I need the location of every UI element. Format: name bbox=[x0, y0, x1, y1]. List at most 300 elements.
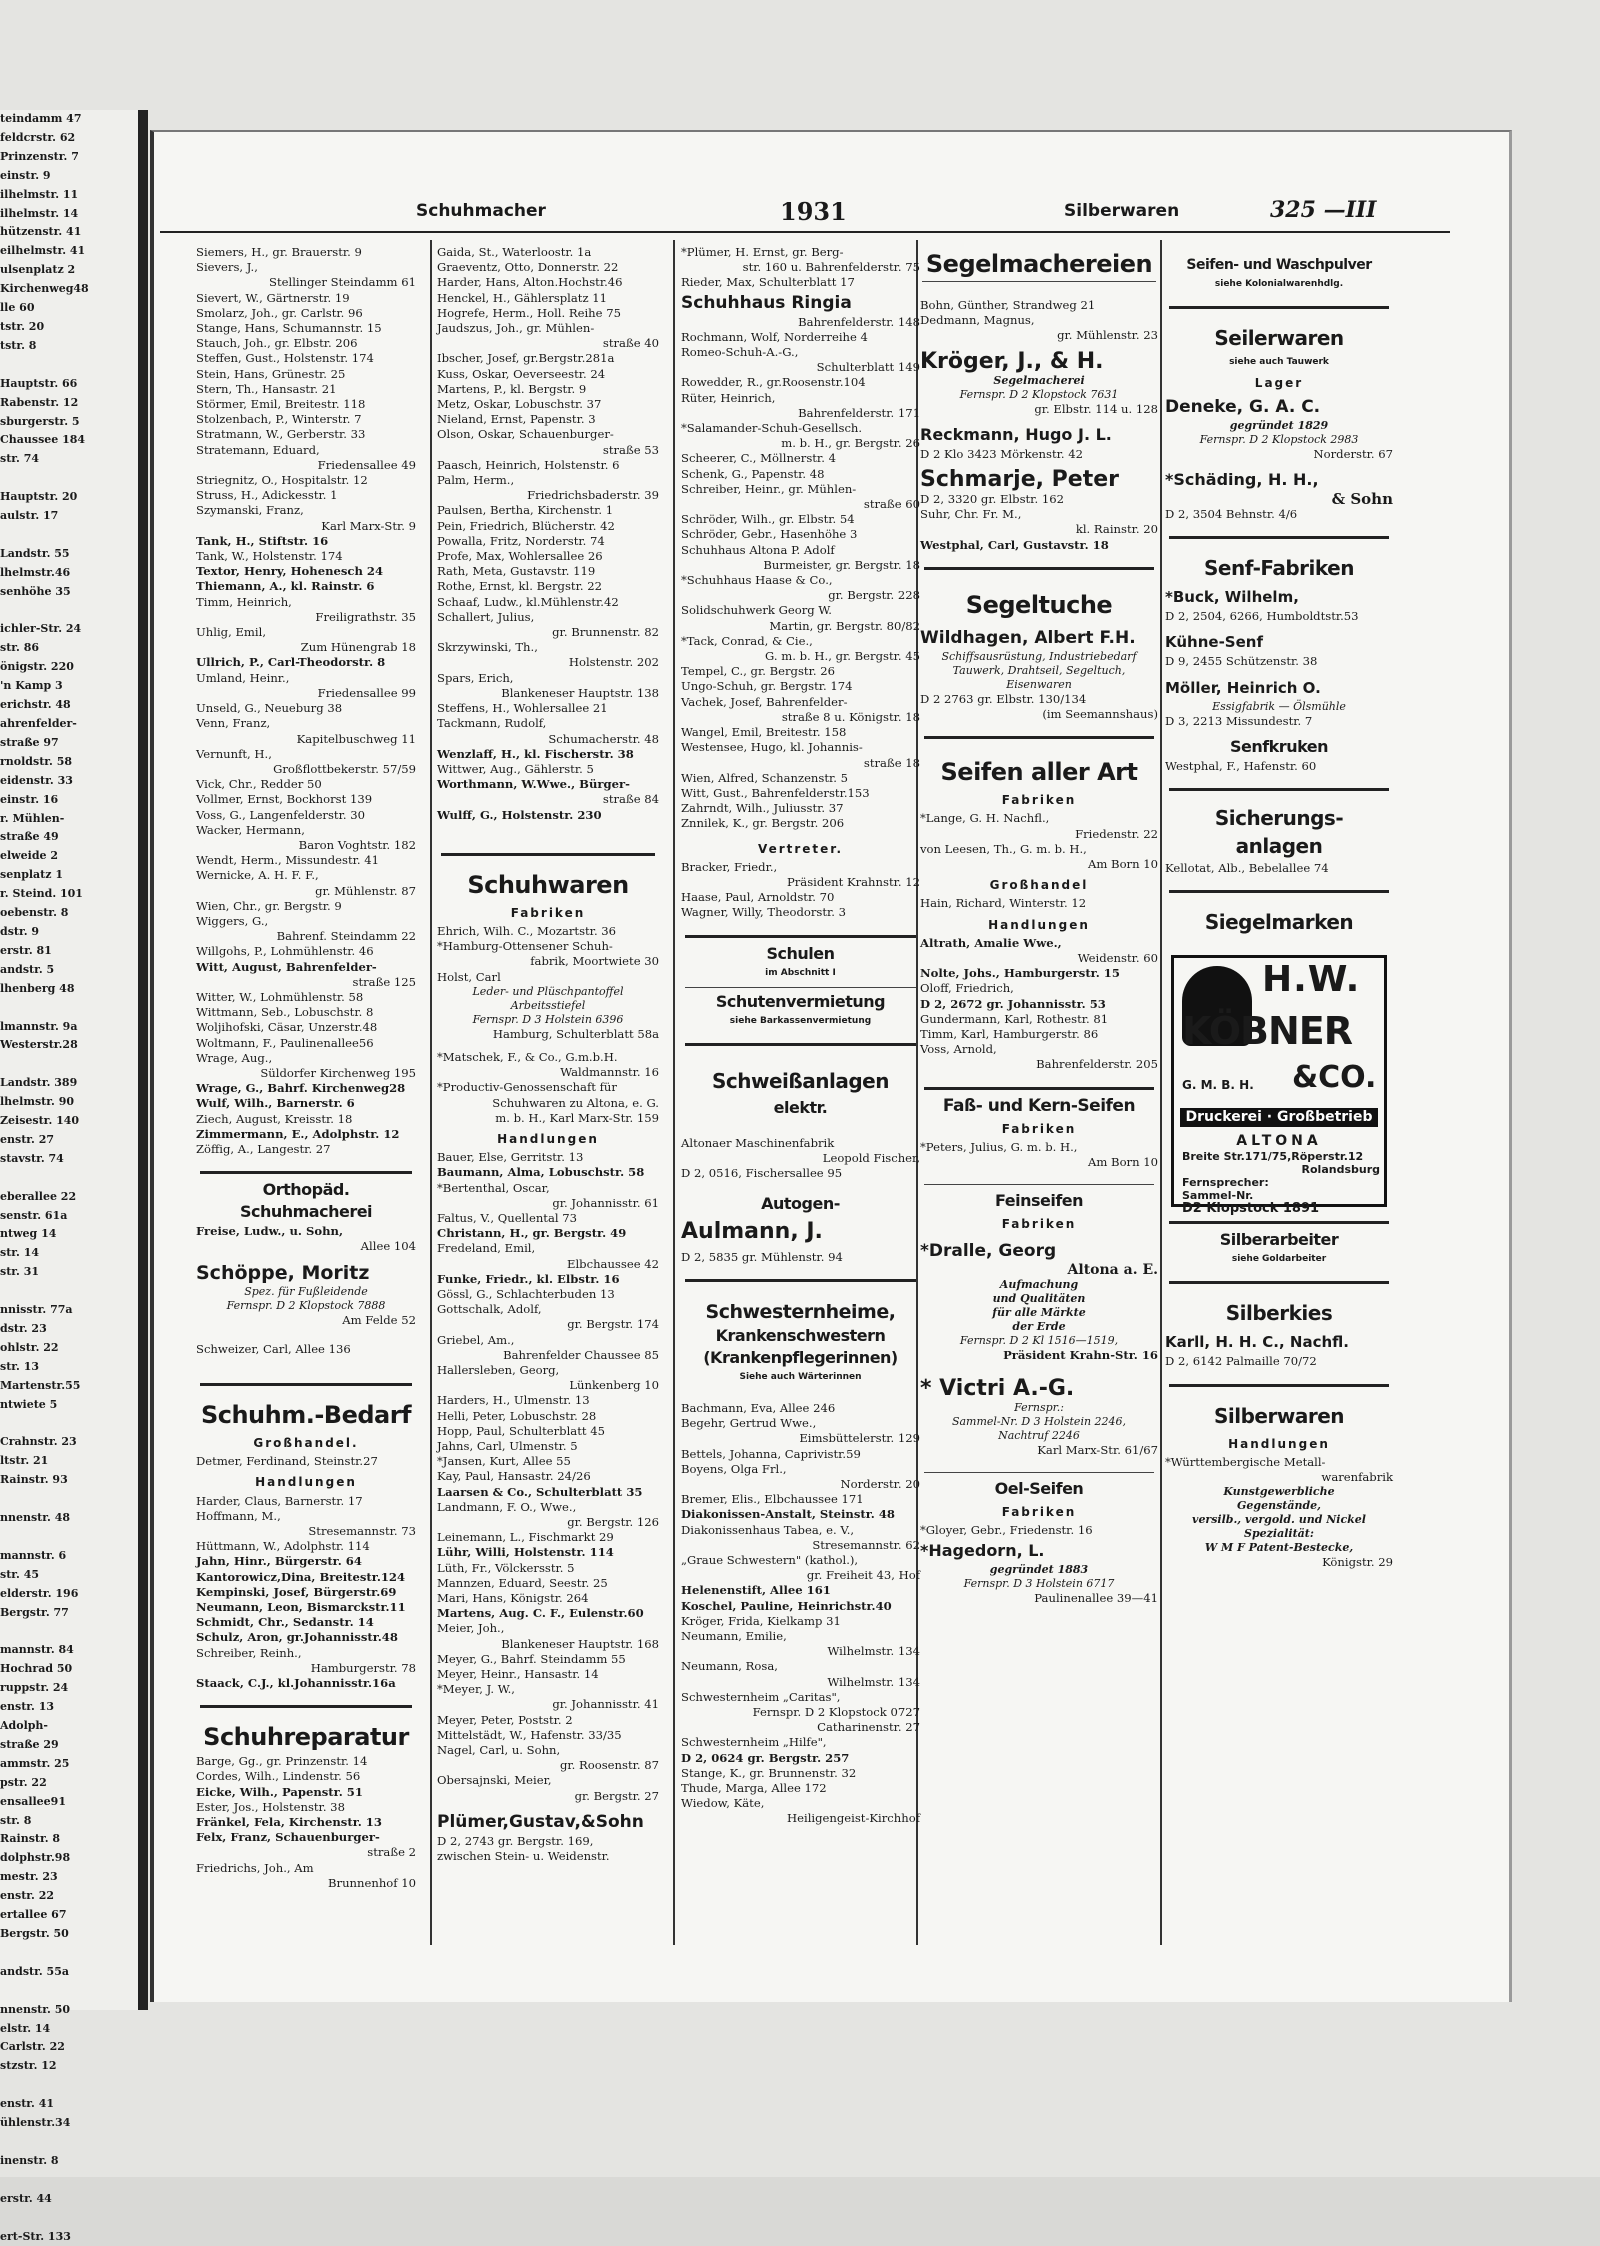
list-item: Wagner, Willy, Theodorstr. 3 bbox=[681, 905, 920, 920]
list-item: Schreiber, Heinr., gr. Mühlen- bbox=[681, 482, 920, 497]
left-page-line: ilhelmstr. 14 bbox=[0, 205, 138, 224]
list-item: Wien, Alfred, Schanzenstr. 5 bbox=[681, 771, 920, 786]
list-item: Bracker, Friedr., bbox=[681, 860, 920, 875]
list-item: Wenzlaff, H., kl. Fischerstr. 38 bbox=[437, 747, 659, 762]
entry-phone: Fernspr. D 2 Klopstock 7631 bbox=[920, 388, 1158, 402]
list-item: gr. Mühlenstr. 87 bbox=[196, 884, 416, 899]
left-page-line: ensallee91 bbox=[0, 1793, 138, 1812]
list-item: Wacker, Hermann, bbox=[196, 823, 416, 838]
list-item: Profe, Max, Wohlersallee 26 bbox=[437, 549, 659, 564]
list-item: Willgohs, P., Lohmühlenstr. 46 bbox=[196, 944, 416, 959]
left-page-line: straße 97 bbox=[0, 734, 138, 753]
left-page-line: stzstr. 12 bbox=[0, 2057, 138, 2076]
list-item: Schumacherstr. 48 bbox=[437, 732, 659, 747]
list-item: Metz, Oskar, Lobuschstr. 37 bbox=[437, 397, 659, 412]
list-item: Nagel, Carl, u. Sohn, bbox=[437, 1743, 659, 1758]
list-item: Vollmer, Ernst, Bockhorst 139 bbox=[196, 792, 416, 807]
list-item: Hallersleben, Georg, bbox=[437, 1363, 659, 1378]
list-item: Karl Marx-Str. 61/67 bbox=[920, 1443, 1158, 1458]
column-rule bbox=[1160, 240, 1162, 1945]
list-item: Hoffmann, M., bbox=[196, 1509, 416, 1524]
featured-entry: *Schäding, H. H., bbox=[1165, 468, 1393, 492]
list-item: Harders, H., Ulmenstr. 13 bbox=[437, 1393, 659, 1408]
entry-note: Kunstgewerbliche bbox=[1165, 1485, 1393, 1499]
left-page-line bbox=[0, 1169, 138, 1188]
list-item: Schulz, Aron, gr.Johannisstr.48 bbox=[196, 1630, 416, 1645]
list-item: Ungo-Schuh, gr. Bergstr. 174 bbox=[681, 679, 920, 694]
list-item: Sievers, J., bbox=[196, 260, 416, 275]
list-item: gr. Bergstr. 126 bbox=[437, 1515, 659, 1530]
section-title: Seifen- und Waschpulver bbox=[1165, 255, 1393, 275]
list-item: Zahrndt, Wilh., Juliusstr. 37 bbox=[681, 801, 920, 816]
column-5 bbox=[1165, 245, 1393, 1945]
left-page-line: enstr. 22 bbox=[0, 1887, 138, 1906]
list-item: Stein, Hans, Grünestr. 25 bbox=[196, 367, 416, 382]
list-item: „Graue Schwestern" (kathol.), bbox=[681, 1553, 920, 1568]
left-page-line: oebenstr. 8 bbox=[0, 904, 138, 923]
left-page-line: ntwiete 5 bbox=[0, 1396, 138, 1415]
entry-phone: Fernspr. D 2 Klopstock 2983 bbox=[1165, 433, 1393, 447]
list-item: Haase, Paul, Arnoldstr. 70 bbox=[681, 890, 920, 905]
section-title: Sicherungs- bbox=[1165, 805, 1393, 831]
left-page-line: erichstr. 48 bbox=[0, 696, 138, 715]
left-page-line: tstr. 8 bbox=[0, 337, 138, 356]
list-item: Wulf, Wilh., Barnerstr. 6 bbox=[196, 1096, 416, 1111]
list-item: Wernicke, A. H. F. F., bbox=[196, 868, 416, 883]
list-item: Paulsen, Bertha, Kirchenstr. 1 bbox=[437, 503, 659, 518]
left-page-line: ichler-Str. 24 bbox=[0, 620, 138, 639]
left-page-line bbox=[0, 1055, 138, 1074]
list-item: Tackmann, Rudolf, bbox=[437, 716, 659, 731]
list-item: Rothe, Ernst, kl. Bergstr. 22 bbox=[437, 579, 659, 594]
list-item: Großflottbekerstr. 57/59 bbox=[196, 762, 416, 777]
list-item: Znnilek, K., gr. Bergstr. 206 bbox=[681, 816, 920, 831]
left-page-line bbox=[0, 1982, 138, 2001]
list-item: Lünkenberg 10 bbox=[437, 1378, 659, 1393]
list-item: Gössl, G., Schlachterbuden 13 bbox=[437, 1287, 659, 1302]
section-title: Segelmachereien bbox=[920, 249, 1158, 279]
left-page-line: eilhelmstr. 41 bbox=[0, 242, 138, 261]
list-item: Meyer, Peter, Poststr. 2 bbox=[437, 1713, 659, 1728]
ad-text: &CO. bbox=[1292, 1070, 1376, 1085]
section-rule bbox=[1169, 1221, 1389, 1224]
list-item: Waldmannstr. 16 bbox=[437, 1065, 659, 1080]
section-rule bbox=[1169, 536, 1389, 539]
left-page-line: elweide 2 bbox=[0, 847, 138, 866]
section-rule bbox=[685, 987, 916, 988]
list-item: Neumann, Emilie, bbox=[681, 1629, 920, 1644]
left-page-line: pstr. 22 bbox=[0, 1774, 138, 1793]
list-item: Ester, Jos., Holstenstr. 38 bbox=[196, 1800, 416, 1815]
list-item: Stratemann, Eduard, bbox=[196, 443, 416, 458]
list-item: D 2 2763 gr. Elbstr. 130/134 bbox=[920, 692, 1158, 707]
left-page-line: stavstr. 74 bbox=[0, 1150, 138, 1169]
list-item: Stresemannstr. 73 bbox=[196, 1524, 416, 1539]
featured-entry: *Hagedorn, L. bbox=[920, 1539, 1158, 1563]
list-item: gr. Bergstr. 27 bbox=[437, 1789, 659, 1804]
section-rule bbox=[1169, 890, 1389, 893]
list-item: Textor, Henry, Hohenesch 24 bbox=[196, 564, 416, 579]
left-page-line: ertallee 67 bbox=[0, 1906, 138, 1925]
list-item: Jaudszus, Joh., gr. Mühlen- bbox=[437, 321, 659, 336]
list-item: Suhr, Chr. Fr. M., bbox=[920, 507, 1158, 522]
list-item: Bohn, Günther, Strandweg 21 bbox=[920, 298, 1158, 313]
left-page-line: ammstr. 25 bbox=[0, 1755, 138, 1774]
list-item: Olson, Oskar, Schauenburger- bbox=[437, 427, 659, 442]
left-page-line: andstr. 55a bbox=[0, 1963, 138, 1982]
entry-note: gegründet 1883 bbox=[920, 1563, 1158, 1577]
left-page-line: Prinzenstr. 7 bbox=[0, 148, 138, 167]
left-page-line: Hauptstr. 20 bbox=[0, 488, 138, 507]
list-item: Wiedow, Käte, bbox=[681, 1796, 920, 1811]
left-page-line: sburgerstr. 5 bbox=[0, 413, 138, 432]
list-item: Westphal, F., Hafenstr. 60 bbox=[1165, 759, 1393, 774]
list-item: Schallert, Julius, bbox=[437, 610, 659, 625]
list-item: gr. Brunnenstr. 82 bbox=[437, 625, 659, 640]
left-page-line: mannstr. 84 bbox=[0, 1641, 138, 1660]
section-rule bbox=[924, 1184, 1154, 1185]
list-item: *Productiv-Genossenschaft für bbox=[437, 1080, 659, 1095]
ad-text: Sammel-Nr. bbox=[1182, 1189, 1380, 1202]
list-item: *Peters, Julius, G. m. b. H., bbox=[920, 1140, 1158, 1155]
left-page-line: Martenstr.55 bbox=[0, 1377, 138, 1396]
left-page-line: ulsenplatz 2 bbox=[0, 261, 138, 280]
list-item: Catharinenstr. 27 bbox=[681, 1720, 920, 1735]
ad-address bbox=[1182, 1150, 1380, 1215]
list-item: *Bertenthal, Oscar, bbox=[437, 1181, 659, 1196]
list-item: Bahrenfelder Chaussee 85 bbox=[437, 1348, 659, 1363]
section-rule bbox=[1169, 1281, 1389, 1284]
left-page-line: Hochrad 50 bbox=[0, 1660, 138, 1679]
entry-note: Essigfabrik — Ölsmühle bbox=[1165, 700, 1393, 714]
list-item: Timm, Heinrich, bbox=[196, 595, 416, 610]
list-item: Leinemann, L., Fischmarkt 29 bbox=[437, 1530, 659, 1545]
section-rule bbox=[685, 1043, 916, 1046]
left-page-line: dstr. 9 bbox=[0, 923, 138, 942]
list-item: Karl Marx-Str. 9 bbox=[196, 519, 416, 534]
list-item: Vachek, Josef, Bahrenfelder- bbox=[681, 695, 920, 710]
list-item: straße 84 bbox=[437, 792, 659, 807]
left-page-line: mannstr. 6 bbox=[0, 1547, 138, 1566]
list-item: Burmeister, gr. Bergstr. 18 bbox=[681, 558, 920, 573]
list-item: D 2, 0516, Fischersallee 95 bbox=[681, 1166, 920, 1181]
column-4 bbox=[920, 245, 1158, 1945]
left-page-line: ilhelmstr. 11 bbox=[0, 186, 138, 205]
list-item: Smolarz, Joh., gr. Carlstr. 96 bbox=[196, 306, 416, 321]
list-item: gr. Johannisstr. 61 bbox=[437, 1196, 659, 1211]
list-item: Bachmann, Eva, Allee 246 bbox=[681, 1401, 920, 1416]
ad-text: Druckerei · Großbetrieb bbox=[1180, 1108, 1378, 1127]
featured-entry: Kühne-Senf bbox=[1165, 630, 1393, 654]
list-item: Gottschalk, Adolf, bbox=[437, 1302, 659, 1317]
list-item: Wittmann, Seb., Lobuschstr. 8 bbox=[196, 1005, 416, 1020]
left-page-line bbox=[0, 2133, 138, 2152]
left-page-line: Rainstr. 93 bbox=[0, 1471, 138, 1490]
section-title: Schwesternheime, bbox=[681, 1300, 920, 1324]
list-item: Boyens, Olga Frl., bbox=[681, 1462, 920, 1477]
left-page-line: önigstr. 220 bbox=[0, 658, 138, 677]
left-page-line bbox=[0, 1282, 138, 1301]
list-item: Mari, Hans, Königstr. 264 bbox=[437, 1591, 659, 1606]
left-page-line: Rabenstr. 12 bbox=[0, 394, 138, 413]
left-page-line: Chaussee 184 bbox=[0, 431, 138, 450]
entry-note: Leder- und Plüschpantoffel bbox=[437, 985, 659, 999]
list-item: D 2, 2672 gr. Johannisstr. 53 bbox=[920, 997, 1158, 1012]
list-item: Striegnitz, O., Hospitalstr. 12 bbox=[196, 473, 416, 488]
entry-note: Schiffsausrüstung, Industriebedarf bbox=[920, 650, 1158, 664]
section-title: Schuhmacherei bbox=[196, 1202, 416, 1222]
list-item: Hogrefe, Herm., Holl. Reihe 75 bbox=[437, 306, 659, 321]
list-item: Graeventz, Otto, Donnerstr. 22 bbox=[437, 260, 659, 275]
list-item: Bahrenfelderstr. 205 bbox=[920, 1057, 1158, 1072]
featured-entry: Aulmann, J. bbox=[681, 1220, 920, 1244]
section-title: (Krankenpflegerinnen) bbox=[681, 1348, 920, 1368]
list-item: *Württembergische Metall- bbox=[1165, 1455, 1393, 1470]
list-item: Ziech, August, Kreisstr. 18 bbox=[196, 1112, 416, 1127]
list-item: Bauer, Else, Gerritstr. 13 bbox=[437, 1150, 659, 1165]
list-item: Laarsen & Co., Schulterblatt 35 bbox=[437, 1485, 659, 1500]
list-item: D 3, 2213 Missundestr. 7 bbox=[1165, 714, 1393, 729]
list-item: Stange, K., gr. Brunnenstr. 32 bbox=[681, 1766, 920, 1781]
entry-phone: Sammel-Nr. D 3 Holstein 2246, bbox=[920, 1415, 1158, 1429]
section-subtitle: Fabriken bbox=[437, 906, 659, 921]
section-title: Silberkies bbox=[1165, 1298, 1393, 1328]
left-page-line: senstr. 61a bbox=[0, 1207, 138, 1226]
section-title: Schuhwaren bbox=[437, 870, 659, 900]
list-item: Friedrichs, Joh., Am bbox=[196, 1861, 416, 1876]
left-page-fragment bbox=[0, 110, 148, 2010]
list-item: Westphal, Carl, Gustavstr. 18 bbox=[920, 538, 1158, 553]
left-page-line: str. 86 bbox=[0, 639, 138, 658]
list-item: Martens, P., kl. Bergstr. 9 bbox=[437, 382, 659, 397]
left-page-line: aulstr. 17 bbox=[0, 507, 138, 526]
left-page-line bbox=[0, 1528, 138, 1547]
list-item: Harder, Claus, Barnerstr. 17 bbox=[196, 1494, 416, 1509]
list-item: Wittwer, Aug., Gählerstr. 5 bbox=[437, 762, 659, 777]
left-page-line bbox=[0, 526, 138, 545]
left-page-line: lle 60 bbox=[0, 299, 138, 318]
list-item: Romeo-Schuh-A.-G., bbox=[681, 345, 920, 360]
left-page-line: r. Mühlen- bbox=[0, 810, 138, 829]
section-subtitle: Handlungen bbox=[920, 918, 1158, 933]
entry-note: Segelmacherei bbox=[920, 374, 1158, 388]
list-item: Tank, W., Holstenstr. 174 bbox=[196, 549, 416, 564]
left-page-line bbox=[0, 2209, 138, 2228]
list-item: Rochmann, Wolf, Norderreihe 4 bbox=[681, 330, 920, 345]
list-item: Bremer, Elis., Elbchaussee 171 bbox=[681, 1492, 920, 1507]
list-item: Cordes, Wilh., Lindenstr. 56 bbox=[196, 1769, 416, 1784]
list-item: straße 8 u. Königstr. 18 bbox=[681, 710, 920, 725]
list-item: Tank, H., Stiftstr. 16 bbox=[196, 534, 416, 549]
left-page-line: nnisstr. 77a bbox=[0, 1301, 138, 1320]
list-item: Wilhelmstr. 134 bbox=[681, 1675, 920, 1690]
left-page-line: nnenstr. 48 bbox=[0, 1509, 138, 1528]
list-item: Freiligrathstr. 35 bbox=[196, 610, 416, 625]
section-subtitle: Fabriken bbox=[920, 1505, 1158, 1520]
list-item: Stauch, Joh., gr. Elbstr. 206 bbox=[196, 336, 416, 351]
header-left-keyword: Schuhmacher bbox=[416, 201, 546, 221]
list-item: Zimmermann, E., Adolphstr. 12 bbox=[196, 1127, 416, 1142]
list-item: D 2, 2743 gr. Bergstr. 169, bbox=[437, 1834, 659, 1849]
featured-entry: Deneke, G. A. C. bbox=[1165, 395, 1393, 419]
featured-entry: Karll, H. H. C., Nachfl. bbox=[1165, 1330, 1393, 1354]
list-item: Präsident Krahn-Str. 16 bbox=[920, 1348, 1158, 1363]
section-title: Seifen aller Art bbox=[920, 757, 1158, 787]
section-subtitle: Großhandel. bbox=[196, 1436, 416, 1451]
list-item: Altonaer Maschinenfabrik bbox=[681, 1136, 920, 1151]
list-item: Unseld, G., Neueburg 38 bbox=[196, 701, 416, 716]
list-item: & Sohn bbox=[1165, 492, 1393, 507]
list-item: Leopold Fischer, bbox=[681, 1151, 920, 1166]
list-item: Am Born 10 bbox=[920, 1155, 1158, 1170]
left-page-line: 'n Kamp 3 bbox=[0, 677, 138, 696]
list-item: Witter, W., Lohmühlenstr. 58 bbox=[196, 990, 416, 1005]
section-note: siehe Kolonialwarenhdlg. bbox=[1165, 277, 1393, 292]
section-title: Krankenschwestern bbox=[681, 1326, 920, 1346]
list-item: Umland, Heinr., bbox=[196, 671, 416, 686]
list-item: Oloff, Friedrich, bbox=[920, 981, 1158, 996]
list-item: Zum Hünengrab 18 bbox=[196, 640, 416, 655]
section-title: Schutenvermietung bbox=[681, 992, 920, 1012]
list-item: Kuss, Oskar, Oeverseestr. 24 bbox=[437, 367, 659, 382]
section-rule bbox=[1169, 306, 1389, 309]
list-item: Fredeland, Emil, bbox=[437, 1241, 659, 1256]
list-item: Freise, Ludw., u. Sohn, bbox=[196, 1224, 416, 1239]
section-subtitle: Fabriken bbox=[920, 1217, 1158, 1232]
list-item: straße 53 bbox=[437, 443, 659, 458]
left-page-line: Zeisestr. 140 bbox=[0, 1112, 138, 1131]
entry-phone: Fernspr. D 2 Klopstock 7888 bbox=[196, 1299, 416, 1313]
left-page-line: mestr. 23 bbox=[0, 1868, 138, 1887]
left-page-line: nnenstr. 50 bbox=[0, 2001, 138, 2020]
featured-entry: Kröger, J., & H. bbox=[920, 350, 1158, 374]
left-page-line: enstr. 13 bbox=[0, 1698, 138, 1717]
list-item: straße 125 bbox=[196, 975, 416, 990]
list-item: m. b. H., gr. Bergstr. 26 bbox=[681, 436, 920, 451]
ad-text: KÖBNER bbox=[1182, 1024, 1352, 1039]
list-item: Stange, Hans, Schumannstr. 15 bbox=[196, 321, 416, 336]
list-item: gr. Mühlenstr. 23 bbox=[920, 328, 1158, 343]
left-page-line: Carlstr. 22 bbox=[0, 2038, 138, 2057]
list-item: Staack, C.J., kl.Johannisstr.16a bbox=[196, 1676, 416, 1691]
entry-note: Gegenstände, bbox=[1165, 1499, 1393, 1513]
list-item: Paasch, Heinrich, Holstenstr. 6 bbox=[437, 458, 659, 473]
left-page-line: Rainstr. 8 bbox=[0, 1830, 138, 1849]
list-item: Am Born 10 bbox=[920, 857, 1158, 872]
list-item: Bahrenfelderstr. 171 bbox=[681, 406, 920, 421]
list-item: Helli, Peter, Lobuschstr. 28 bbox=[437, 1409, 659, 1424]
list-item: Schröder, Gebr., Hasenhöhe 3 bbox=[681, 527, 920, 542]
list-item: *Gloyer, Gebr., Friedenstr. 16 bbox=[920, 1523, 1158, 1538]
list-item: Thiemann, A., kl. Rainstr. 6 bbox=[196, 579, 416, 594]
left-page-line: straße 49 bbox=[0, 828, 138, 847]
entry-phone: Fernspr. D 2 Kl 1516—1519, bbox=[920, 1334, 1158, 1348]
list-item: Ehrich, Wilh. C., Mozartstr. 36 bbox=[437, 924, 659, 939]
list-item: gr. Roosenstr. 87 bbox=[437, 1758, 659, 1773]
list-item: Holstenstr. 202 bbox=[437, 655, 659, 670]
left-page-line: hützenstr. 41 bbox=[0, 223, 138, 242]
list-item: Nieland, Ernst, Papenstr. 3 bbox=[437, 412, 659, 427]
left-page-line: senplatz 1 bbox=[0, 866, 138, 885]
list-item: Schuhwaren zu Altona, e. G. bbox=[437, 1096, 659, 1111]
list-item: Schwesternheim „Caritas", bbox=[681, 1690, 920, 1705]
list-item: Diakonissenhaus Tabea, e. V., bbox=[681, 1523, 920, 1538]
left-page-line: feldcrstr. 62 bbox=[0, 129, 138, 148]
entry-note: gegründet 1829 bbox=[1165, 419, 1393, 433]
ad-text: Breite Str.171/75,Röperstr.12 bbox=[1182, 1150, 1380, 1163]
list-item: Harder, Hans, Alton.Hochstr.46 bbox=[437, 275, 659, 290]
list-item: Norderstr. 20 bbox=[681, 1477, 920, 1492]
section-title: Segeltuche bbox=[920, 590, 1158, 620]
list-item: D 2, 5835 gr. Mühlenstr. 94 bbox=[681, 1250, 920, 1265]
left-page-line: Bergstr. 77 bbox=[0, 1604, 138, 1623]
list-item: warenfabrik bbox=[1165, 1470, 1393, 1485]
list-item: gr. Elbstr. 114 u. 128 bbox=[920, 402, 1158, 417]
list-item: Friedrichsbaderstr. 39 bbox=[437, 488, 659, 503]
list-item: Störmer, Emil, Breitestr. 118 bbox=[196, 397, 416, 412]
list-item: Henckel, H., Gählersplatz 11 bbox=[437, 291, 659, 306]
section-rule bbox=[685, 935, 916, 938]
list-item: Obersajnski, Meier, bbox=[437, 1773, 659, 1788]
left-page-line bbox=[0, 602, 138, 621]
list-item: Bahrenfelderstr. 148 bbox=[681, 315, 920, 330]
list-item: D 2 Klo 3423 Mörkenstr. 42 bbox=[920, 447, 1158, 462]
left-page-line: str. 45 bbox=[0, 1566, 138, 1585]
list-item: Wien, Chr., gr. Bergstr. 9 bbox=[196, 899, 416, 914]
list-item: *Meyer, J. W., bbox=[437, 1682, 659, 1697]
section-title: Silberwaren bbox=[1165, 1401, 1393, 1431]
column-1 bbox=[196, 245, 416, 1945]
left-page-line: str. 13 bbox=[0, 1358, 138, 1377]
list-item: von Leesen, Th., G. m. b. H., bbox=[920, 842, 1158, 857]
entry-note: Tauwerk, Drahtseil, Segeltuch, bbox=[920, 664, 1158, 678]
left-page-line: einstr. 9 bbox=[0, 167, 138, 186]
list-item: Kempinski, Josef, Bürgerstr.69 bbox=[196, 1585, 416, 1600]
list-item: D 9, 2455 Schützenstr. 38 bbox=[1165, 654, 1393, 669]
list-item: Stratmann, W., Gerberstr. 33 bbox=[196, 427, 416, 442]
ad-text: ALTONA bbox=[1174, 1134, 1384, 1149]
list-item: Meier, Joh., bbox=[437, 1621, 659, 1636]
left-page-line: elstr. 14 bbox=[0, 2020, 138, 2039]
list-item: Hamburgerstr. 78 bbox=[196, 1661, 416, 1676]
entry-note: W M F Patent-Bestecke, bbox=[1165, 1541, 1393, 1555]
list-item: Brunnenhof 10 bbox=[196, 1876, 416, 1891]
list-item: *Matschek, F., & Co., G.m.b.H. bbox=[437, 1050, 659, 1065]
section-title: Silberarbeiter bbox=[1165, 1230, 1393, 1250]
left-page-line bbox=[0, 2171, 138, 2190]
left-page-line: ert-Str. 133 bbox=[0, 2228, 138, 2246]
section-note: Siehe auch Wärterinnen bbox=[681, 1370, 920, 1385]
left-page-line: elderstr. 196 bbox=[0, 1585, 138, 1604]
list-item: Martin, gr. Bergstr. 80/82 bbox=[681, 619, 920, 634]
section-subtitle: Handlungen bbox=[1165, 1437, 1393, 1452]
section-rule bbox=[922, 281, 1156, 282]
left-page-line: ohlstr. 22 bbox=[0, 1339, 138, 1358]
list-item: *Jansen, Kurt, Allee 55 bbox=[437, 1454, 659, 1469]
list-item: Wrage, G., Bahrf. Kirchenweg28 bbox=[196, 1081, 416, 1096]
list-item: Weidenstr. 60 bbox=[920, 951, 1158, 966]
section-subtitle: Handlungen bbox=[196, 1475, 416, 1490]
list-item: *Hamburg-Ottensener Schuh- bbox=[437, 939, 659, 954]
list-item: D 2, 2504, 6266, Humboldtstr.53 bbox=[1165, 609, 1393, 624]
list-item: Rath, Meta, Gustavstr. 119 bbox=[437, 564, 659, 579]
list-item: Ibscher, Josef, gr.Bergstr.281a bbox=[437, 351, 659, 366]
list-item: straße 60 bbox=[681, 497, 920, 512]
left-page-line: lmannstr. 9a bbox=[0, 1018, 138, 1037]
list-item: Stellinger Steindamm 61 bbox=[196, 275, 416, 290]
column-2 bbox=[437, 245, 659, 1945]
page-header bbox=[160, 197, 1450, 233]
